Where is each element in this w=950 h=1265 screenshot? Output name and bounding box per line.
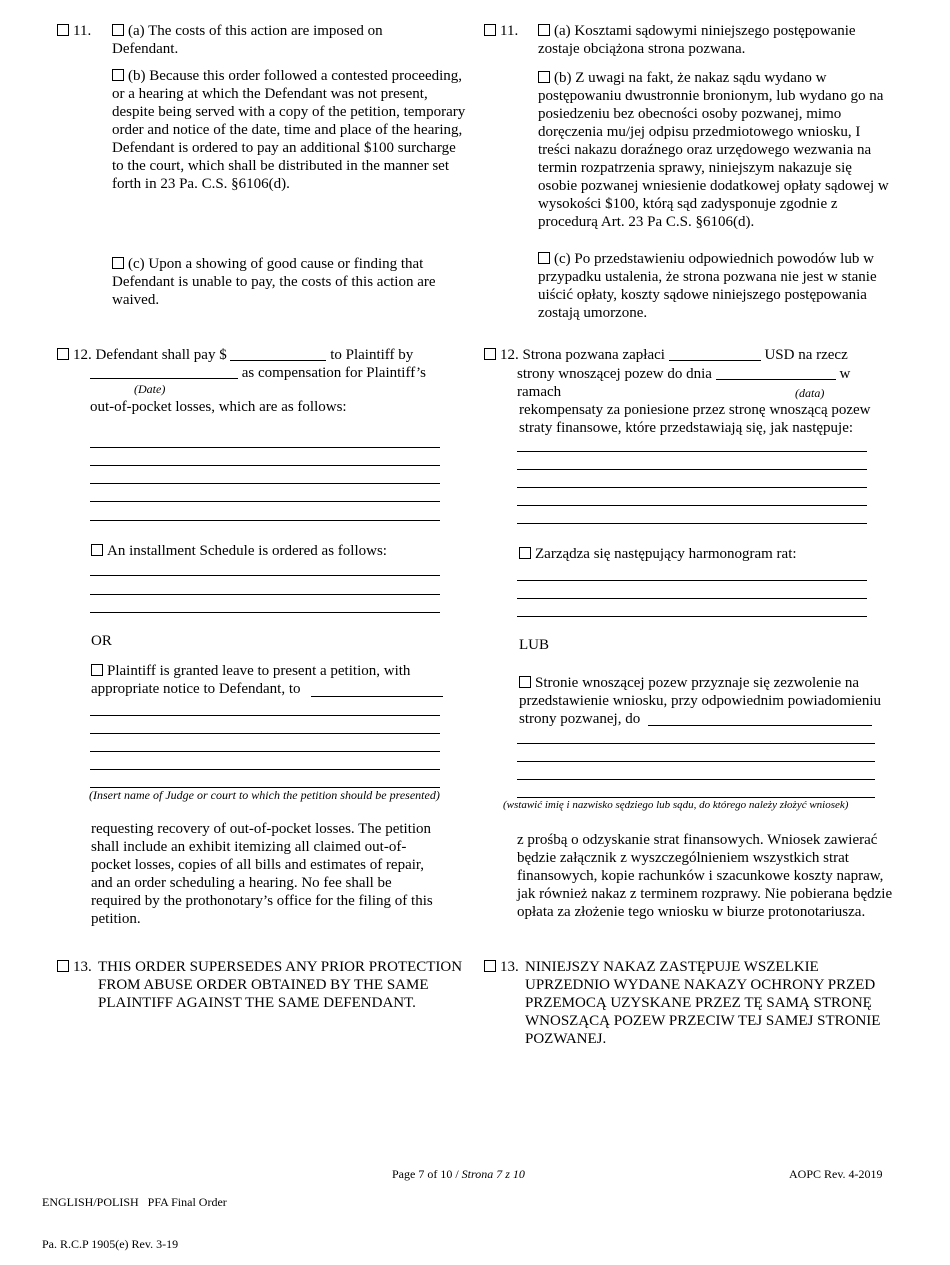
- en-requesting-text: requesting recovery of out-of-pocket losses. The petition shall include an exhibit itemizing all claimed out-of-pocket losses, copies of all bills and estimates of repair, and an order scheduling a hearing. No fee shall be required by the prothonotary’s office for the filing of this petition.: [91, 821, 433, 927]
- pl-item11a-text: (a) Kosztami sądowymi niniejszego postępowanie zostaje obciążona strona pozwana.: [538, 23, 856, 57]
- en-court-line[interactable]: [90, 769, 440, 770]
- pl-item11a-checkbox[interactable]: [538, 24, 550, 36]
- pl-item12-losses-text: rekompensaty za poniesione przez stronę wnoszącą pozew straty finansowe, które przedstawiają się, jak następuje:: [519, 402, 871, 436]
- en-date-label: (Date): [134, 382, 166, 396]
- en-installment-line[interactable]: [90, 612, 440, 613]
- pl-item11c: [538, 250, 894, 322]
- en-item13-checkbox[interactable]: [57, 960, 69, 972]
- pl-losses-line[interactable]: [517, 451, 867, 452]
- en-installment: An installment Schedule is ordered as follows:: [91, 542, 387, 560]
- pl-amount-blank[interactable]: [669, 359, 761, 361]
- en-court-line[interactable]: [90, 715, 440, 716]
- pl-installment-line[interactable]: [517, 598, 867, 599]
- pl-item11c-checkbox[interactable]: [538, 252, 550, 264]
- en-court-line[interactable]: [90, 751, 440, 752]
- en-court-blank[interactable]: [311, 696, 443, 697]
- pl-insert-label: (wstawić imię i nazwisko sędziego lub sądu, do którego należy złożyć wniosek): [503, 799, 849, 811]
- en-insert-label: (Insert name of Judge or court to which the petition should be presented): [89, 788, 440, 802]
- pl-item12-line1: 12. Strona pozwana zapłaci USD na rzecz: [484, 346, 848, 364]
- en-amount-blank[interactable]: [230, 359, 326, 361]
- en-item11b-checkbox[interactable]: [112, 69, 124, 81]
- en-leave-checkbox[interactable]: [91, 664, 103, 676]
- en-losses-line[interactable]: [90, 447, 440, 448]
- en-losses-line[interactable]: [90, 501, 440, 502]
- pl-losses-line[interactable]: [517, 505, 867, 506]
- en-losses-line[interactable]: [90, 465, 440, 466]
- pl-leave-checkbox[interactable]: [519, 676, 531, 688]
- pl-losses-line[interactable]: [517, 523, 867, 524]
- en-item12-checkbox[interactable]: [57, 348, 69, 360]
- pl-item11b-checkbox[interactable]: [538, 71, 550, 83]
- pl-item13-number: 13.: [484, 958, 519, 976]
- en-date-blank[interactable]: [90, 377, 238, 379]
- pl-item11-checkbox[interactable]: [484, 24, 496, 36]
- en-item12-line1: 12. Defendant shall pay $ to Plaintiff by: [57, 346, 413, 364]
- pl-item13-text: NINIEJSZY NAKAZ ZASTĘPUJE WSZELKIE UPRZEDNIO WYDANE NAKAZY OCHRONY PRZED PRZEMOCĄ UZYSKANE PRZEZ TĘ SAMĄ STRONĘ WNOSZĄCĄ POZEW PRZECIW TEJ SAMEJ STRONIE POZWANEJ.: [525, 959, 881, 1047]
- pl-installment-line[interactable]: [517, 580, 867, 581]
- en-item11a: [112, 22, 402, 58]
- footer-rule-ref: Pa. R.C.P 1905(e) Rev. 3-19: [42, 1237, 179, 1251]
- pl-item13-checkbox[interactable]: [484, 960, 496, 972]
- pl-date-blank[interactable]: [716, 378, 836, 380]
- en-leave: Plaintiff is granted leave to present a petition, with appropriate notice to Defendant, to: [91, 663, 411, 697]
- en-item12-line2: as compensation for Plaintiff’s: [90, 364, 426, 382]
- pl-date-label: (data): [795, 386, 825, 400]
- en-court-line[interactable]: [90, 733, 440, 734]
- en-item13-number: 13.: [57, 958, 92, 976]
- en-item11b: [112, 67, 470, 193]
- en-losses-line[interactable]: [90, 483, 440, 484]
- en-item11-checkbox[interactable]: [57, 24, 69, 36]
- pl-requesting-text: z prośbą o odzyskanie strat finansowych. Wniosek zawierać będzie załącznik z wyszczególnieniem wszystkich strat finansowych, kopie rachunków i szacunkowe koszty napraw, jak również nakaz z terminem rozprawy. Nie pobierana będzie opłata za złożenie tego wniosku w biurze protonotariusza.: [517, 832, 893, 920]
- footer-left: [42, 1167, 227, 1265]
- en-losses-line[interactable]: [90, 520, 440, 521]
- en-installment-line[interactable]: [90, 575, 440, 576]
- footer-form-name: ENGLISH/POLISH PFA Final Order: [42, 1195, 227, 1209]
- pl-or-label: LUB: [519, 637, 549, 653]
- en-item11c-checkbox[interactable]: [112, 257, 124, 269]
- pl-installment: Zarządza się następujący harmonogram rat:: [519, 545, 797, 563]
- en-item11a-text: (a) The costs of this action are imposed on Defendant.: [112, 23, 383, 57]
- pl-item12-ramach: ramach: [517, 384, 562, 400]
- pl-item11c-text: (c) Po przedstawieniu odpowiednich powodów lub w przypadku ustalenia, że strona pozwana nie jest w stanie uiścić opłaty, koszty sądowe niniejszego postępowania zostają umorzone.: [538, 251, 877, 321]
- pl-item11a: [538, 22, 878, 58]
- pl-item11-number: 11.: [484, 22, 518, 40]
- pl-leave: Stronie wnoszącej pozew przyznaje się zezwolenie na przedstawienie wniosku, przy odpowiednim powiadomieniu strony pozwanej, do: [519, 675, 882, 727]
- pl-losses-line[interactable]: [517, 487, 867, 488]
- en-item13-text: THIS ORDER SUPERSEDES ANY PRIOR PROTECTION FROM ABUSE ORDER OBTAINED BY THE SAME PLAINTIFF AGAINST THE SAME DEFENDANT.: [98, 959, 463, 1011]
- pl-item12-checkbox[interactable]: [484, 348, 496, 360]
- pl-court-line[interactable]: [517, 743, 875, 744]
- en-installment-checkbox[interactable]: [91, 544, 103, 556]
- en-item11-number: 11.: [57, 22, 91, 40]
- en-installment-line[interactable]: [90, 594, 440, 595]
- pl-item11b-text: (b) Z uwagi na fakt, że nakaz sądu wydano w postępowaniu dwustronnie bronionym, lub wydano go na posiedzeniu bez obecności osoby pozwanej, mimo doręczenia mu/jej odpisu przedmiotowego wniosku, I treści nakazu doraźnego oraz urzędowego wezwania na termin rozpatrzenia sprawy, niniejszym nakazuje się osobie pozwanej wniesienie dodatkowej opłaty sądowej w wysokości $100, którą sąd zadysponuje zgodnie z procedurą Art. 23 Pa C.S. §6106(d).: [538, 70, 889, 230]
- pl-court-line[interactable]: [517, 761, 875, 762]
- pl-item12-line2: strony wnoszącej pozew do dnia w: [517, 366, 851, 382]
- pl-installment-line[interactable]: [517, 616, 867, 617]
- pl-installment-checkbox[interactable]: [519, 547, 531, 559]
- en-item11c-text: (c) Upon a showing of good cause or finding that Defendant is unable to pay, the costs of this action are waived.: [112, 256, 436, 308]
- footer-revision: AOPC Rev. 4-2019: [789, 1167, 883, 1181]
- pl-losses-line[interactable]: [517, 469, 867, 470]
- pl-item11b: [538, 69, 894, 231]
- en-item11b-text: (b) Because this order followed a contested proceeding, or a hearing at which the Defendant was not present, despite being served with a copy of the petition, temporary order and notice of the date, time and place of the hearing, Defendant is ordered to pay an additional $100 surcharge to the court, which shall be distributed in the manner set forth in 23 Pa. C.S. §6106(d).: [112, 68, 466, 192]
- en-item11c: [112, 255, 457, 309]
- footer-page-number: Page 7 of 10 / Strona 7 z 10: [392, 1167, 525, 1181]
- en-item12-losses-text: out-of-pocket losses, which are as follows:: [90, 399, 347, 415]
- en-item11a-checkbox[interactable]: [112, 24, 124, 36]
- pl-court-line[interactable]: [517, 779, 875, 780]
- pl-court-blank[interactable]: [648, 725, 872, 726]
- en-or-label: OR: [91, 633, 112, 649]
